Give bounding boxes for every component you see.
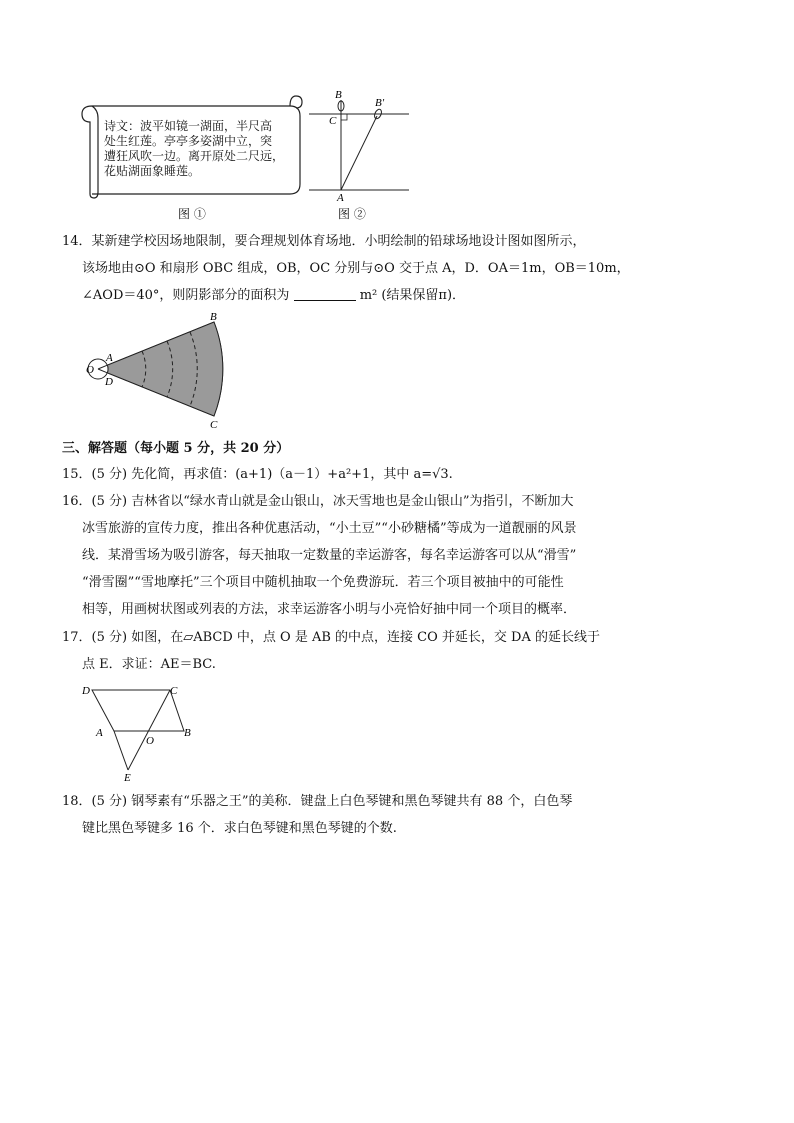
answer-blank[interactable] <box>294 288 356 301</box>
poem-line: 诗文：波平如镜一湖面，半尺高 <box>104 119 273 133</box>
label-B: B <box>210 311 217 323</box>
label-B: B <box>184 727 191 739</box>
label-B: B <box>335 89 342 101</box>
label-D: D <box>105 376 113 388</box>
q16-line: 冰雪旅游的宣传力度，推出各种优惠活动，“小土豆”“小砂糖橘”等成为一道靓丽的风景 <box>82 521 577 536</box>
q17-line1: 17．(5 分) 如图，在▱ABCD 中，点 O 是 AB 的中点，连接 CO 并延长，交 DA 的延长线于 <box>62 630 600 645</box>
label-C: C <box>210 419 218 431</box>
section-title: 三、解答题（每小题 5 分，共 20 分） <box>62 441 290 456</box>
label-B-prime: B′ <box>375 97 385 109</box>
label-D: D <box>82 685 90 697</box>
poem-line: 花贴湖面象睡莲。 <box>104 164 201 178</box>
q16-line: 16．(5 分) 吉林省以“绿水青山就是金山银山，冰天雪地也是金山银山”为指引，不断加大 <box>62 494 574 509</box>
figure2-caption: 图 ② <box>338 207 366 221</box>
q18-line1: 18．(5 分) 钢琴素有“乐器之王”的美称．键盘上白色琴键和黑色琴键共有 88 个，白色琴 <box>62 794 573 809</box>
q18-line2: 键比黑色琴键多 16 个．求白色琴键和黑色琴键的个数. <box>82 821 397 836</box>
label-O: O <box>86 364 94 376</box>
label-O: O <box>146 735 154 747</box>
q14-line3 <box>82 288 465 304</box>
q14-line1: 14．某新建学校因场地限制，要合理规划体育场地．小明绘制的铅球场地设计图如图所示， <box>62 234 586 249</box>
lotus-figure <box>305 86 415 202</box>
poem-line: 处生红莲。亭亭多姿湖中立，突 <box>104 134 273 148</box>
poem-line: 遭狂风吹一边。离开原处二尺远， <box>104 149 285 163</box>
label-A: A <box>96 727 103 739</box>
q14-line3-unit: m² (结果保留π)． <box>359 288 466 303</box>
q14-line3-text: ∠AOD＝40°，则阴影部分的面积为 <box>82 288 290 303</box>
poem-text <box>104 119 304 179</box>
q14-line2: 该场地由⊙O 和扇形 OBC 组成，OB，OC 分别与⊙O 交于点 A，D．OA＝1m，OB＝10m， <box>82 261 630 276</box>
q16-line: “滑雪圈”“雪地摩托”三个项目中随机抽取一个免费游玩．若三个项目被抽中的可能性 <box>82 575 564 590</box>
q16-line: 相等，用画树状图或列表的方法，求幸运游客小明与小亮恰好抽中同一个项目的概率． <box>82 602 577 617</box>
q15: 15．(5 分) 先化简，再求值：(a+1)（a－1）+a²+1，其中 a=√3. <box>62 467 453 482</box>
label-A: A <box>337 192 344 202</box>
label-E: E <box>124 772 131 782</box>
label-A: A <box>106 352 113 364</box>
sector-figure <box>78 310 238 432</box>
q17-line2: 点 E．求证：AE＝BC. <box>82 657 216 672</box>
q16-line: 线．某滑雪场为吸引游客，每天抽取一定数量的幸运游客，每名幸运游客可以从“滑雪” <box>82 548 577 563</box>
figure1-caption: 图 ① <box>178 207 206 221</box>
parallelogram-figure <box>78 682 208 782</box>
label-C: C <box>170 685 178 697</box>
label-C: C <box>329 115 337 127</box>
